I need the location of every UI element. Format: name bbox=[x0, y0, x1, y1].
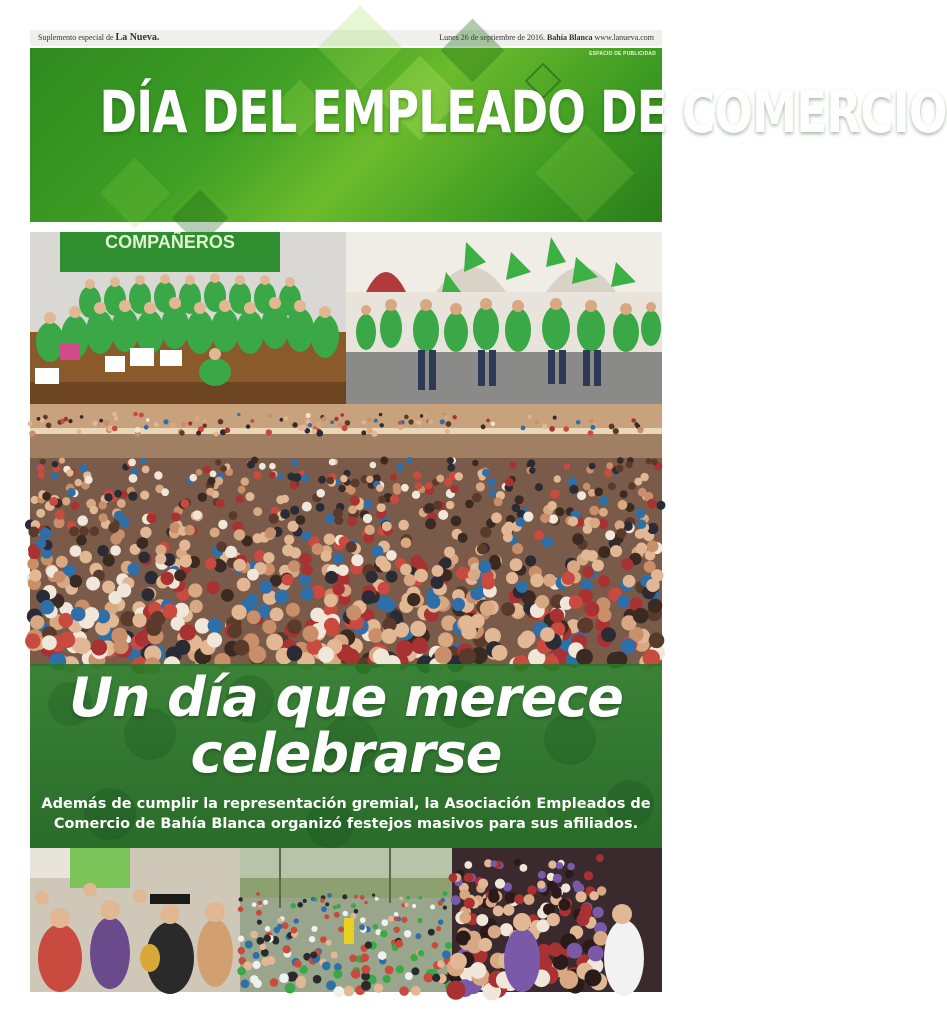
ad-label: ESPACIO DE PUBLICIDAD bbox=[589, 51, 656, 57]
site-link[interactable]: www.lanueva.com bbox=[594, 33, 654, 42]
park-gathering-photo bbox=[240, 848, 452, 992]
supplement-prefix: Suplemento especial de bbox=[38, 33, 114, 42]
headline bbox=[30, 666, 662, 785]
brand-name: La Nueva. bbox=[115, 32, 160, 43]
crowd-hall-photo bbox=[30, 404, 662, 666]
subhead-line-2: Comercio de Bahía Blanca organizó festejos masivos para sus afiliados. bbox=[53, 816, 639, 832]
supplement-label bbox=[38, 30, 159, 46]
headline-band bbox=[30, 664, 662, 848]
headline-line-2: celebrarse bbox=[190, 722, 502, 785]
group-banner-text: COMPAÑEROS bbox=[105, 232, 235, 252]
date-text: Lunes 26 de septiembre de 2016. bbox=[439, 33, 545, 42]
city-text: Bahía Blanca bbox=[546, 33, 593, 42]
group-photo bbox=[30, 232, 346, 404]
page-title: DÍA DEL EMPLEADO DE COMERCIO bbox=[99, 78, 947, 146]
header-banner bbox=[30, 48, 947, 222]
march-photo bbox=[346, 232, 662, 404]
dance-party-photo bbox=[452, 848, 662, 992]
subheadline bbox=[40, 794, 652, 834]
headline-line-1: Un día que merece bbox=[69, 666, 623, 729]
subhead-line-1: Además de cumplir la representación gremial, la Asociación Empleados de bbox=[41, 796, 651, 812]
costume-party-photo bbox=[30, 848, 240, 992]
